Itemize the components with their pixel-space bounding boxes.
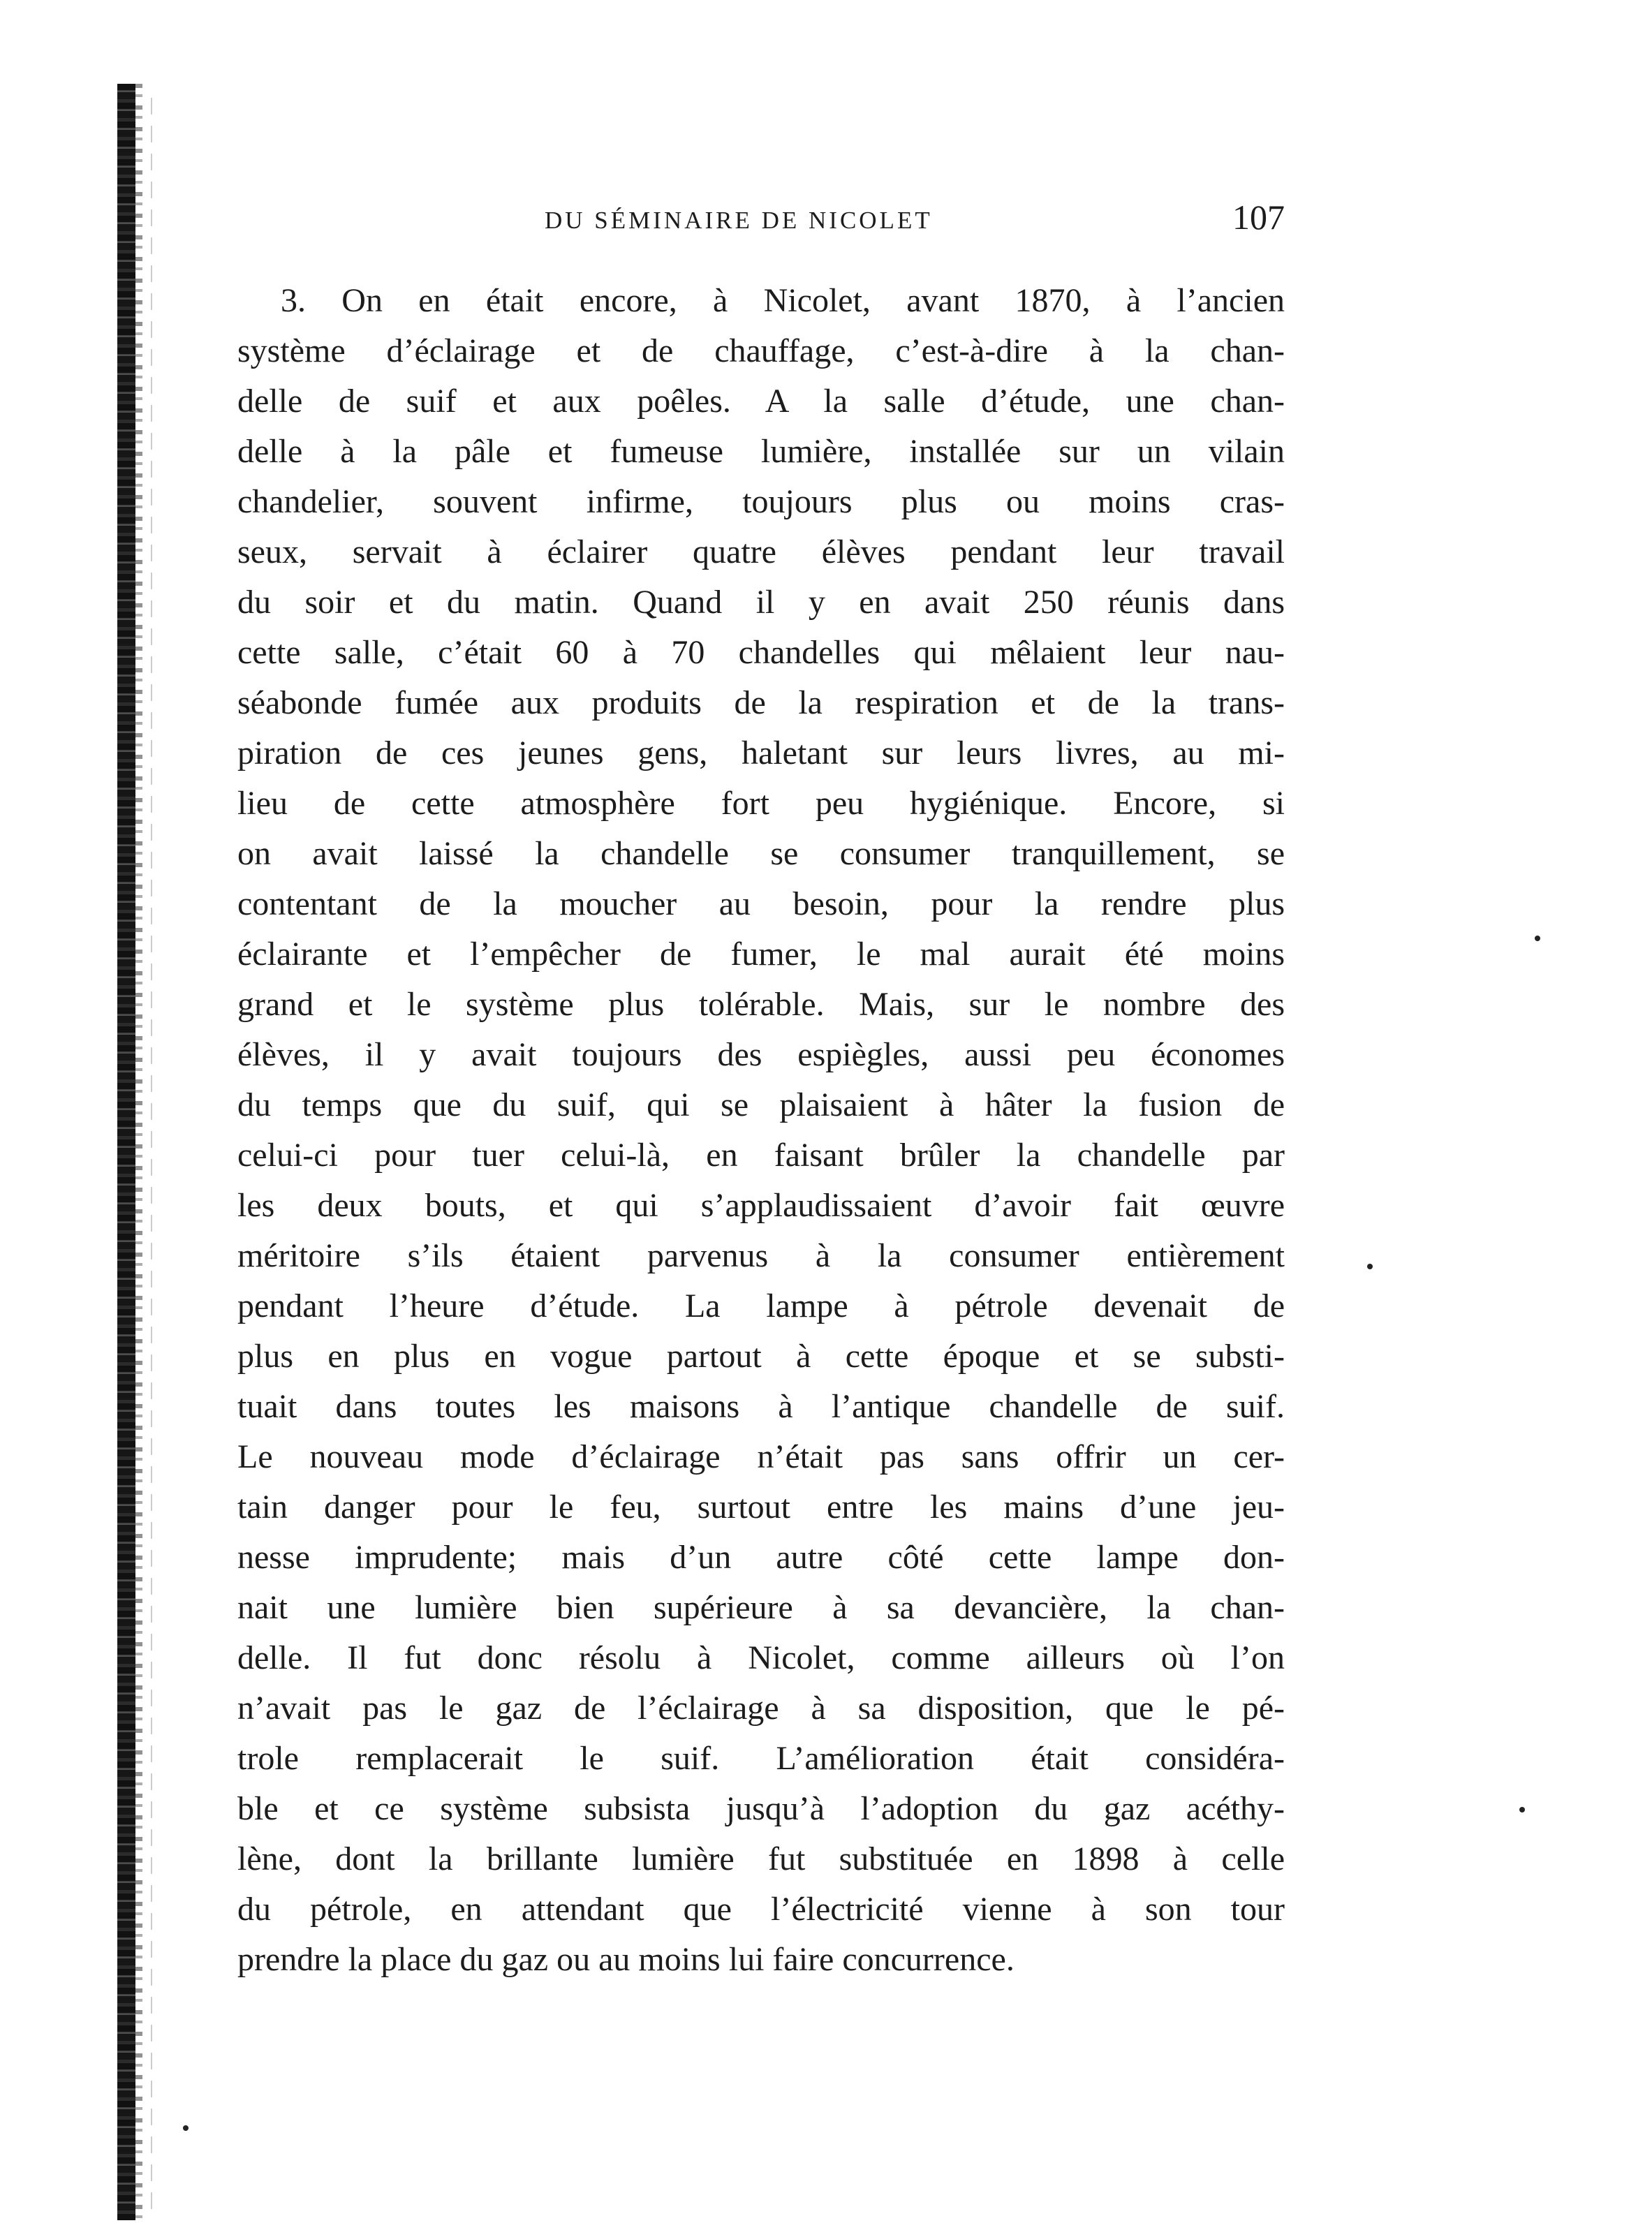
text-line: on avait laissé la chandelle se consumer tranquillement, se [237, 835, 1285, 872]
text-line: du soir et du matin. Quand il y en avait 250 réunis dans [237, 584, 1285, 621]
text-line: 3. On en était encore, à Nicolet, avant 1870, à l’ancien [281, 282, 1285, 319]
text-line: nesse imprudente; mais d’un autre côté cette lampe don- [237, 1539, 1285, 1576]
body-paragraph [237, 276, 1285, 1985]
page-gutter-rule [151, 98, 152, 2220]
text-line: piration de ces jeunes gens, haletant sur leurs livres, au mi- [237, 734, 1285, 771]
text-line: celui-ci pour tuer celui-là, en faisant brûler la chandelle par [237, 1137, 1285, 1174]
text-line: chandelier, souvent infirme, toujours plus ou moins cras- [237, 483, 1285, 520]
text-line: tuait dans toutes les maisons à l’antique chandelle de suif. [237, 1388, 1285, 1425]
text-line: contentant de la moucher au besoin, pour la rendre plus [237, 885, 1285, 922]
text-line: delle de suif et aux poêles. A la salle d’étude, une chan- [237, 383, 1285, 420]
text-line: cette salle, c’était 60 à 70 chandelles qui mêlaient leur nau- [237, 634, 1285, 671]
text-line: système d’éclairage et de chauffage, c’est-à-dire à la chan- [237, 332, 1285, 369]
text-line: prendre la place du gaz ou au moins lui faire concurrence. [237, 1941, 1015, 1978]
page-number: 107 [1232, 198, 1285, 237]
text-line: ble et ce système subsista jusqu’à l’adoption du gaz acéthy- [237, 1790, 1285, 1827]
text-line: n’avait pas le gaz de l’éclairage à sa disposition, que le pé- [237, 1690, 1285, 1727]
text-line: pendant l’heure d’étude. La lampe à pétrole devenait de [237, 1287, 1285, 1324]
text-line: seux, servait à éclairer quatre élèves pendant leur travail [237, 533, 1285, 570]
print-speck [183, 2125, 189, 2131]
text-line: Le nouveau mode d’éclairage n’était pas sans offrir un cer- [237, 1438, 1285, 1475]
running-head [237, 197, 1285, 253]
text-line: delle. Il fut donc résolu à Nicolet, comme ailleurs où l’on [237, 1639, 1285, 1676]
text-line: tain danger pour le feu, surtout entre les mains d’une jeu- [237, 1489, 1285, 1526]
running-head-title: DU SÉMINAIRE DE NICOLET [545, 207, 933, 234]
book-binding-shadow [135, 84, 142, 2220]
text-line: lieu de cette atmosphère fort peu hygiénique. Encore, si [237, 785, 1285, 822]
text-line: du temps que du suif, qui se plaisaient à hâter la fusion de [237, 1086, 1285, 1123]
text-line: élèves, il y avait toujours des espiègles, aussi peu économes [237, 1036, 1285, 1073]
text-line: grand et le système plus tolérable. Mais, sur le nombre des [237, 986, 1285, 1023]
print-speck [1519, 1807, 1525, 1812]
text-line: du pétrole, en attendant que l’électricité vienne à son tour [237, 1891, 1285, 1928]
text-line: lène, dont la brillante lumière fut substituée en 1898 à celle [237, 1840, 1285, 1877]
text-line: méritoire s’ils étaient parvenus à la consumer entièrement [237, 1237, 1285, 1274]
text-line: trole remplacerait le suif. L’amélioration était considéra- [237, 1740, 1285, 1777]
text-line: les deux bouts, et qui s’applaudissaient d’avoir fait œuvre [237, 1187, 1285, 1224]
print-speck [1535, 936, 1540, 941]
text-line: séabonde fumée aux produits de la respiration et de la trans- [237, 684, 1285, 721]
text-line: plus en plus en vogue partout à cette époque et se substi- [237, 1338, 1285, 1375]
print-speck [1367, 1264, 1373, 1269]
text-line: delle à la pâle et fumeuse lumière, installée sur un vilain [237, 433, 1285, 470]
book-binding-edge [117, 84, 135, 2220]
text-line: nait une lumière bien supérieure à sa devancière, la chan- [237, 1589, 1285, 1626]
text-line: éclairante et l’empêcher de fumer, le mal aurait été moins [237, 936, 1285, 973]
